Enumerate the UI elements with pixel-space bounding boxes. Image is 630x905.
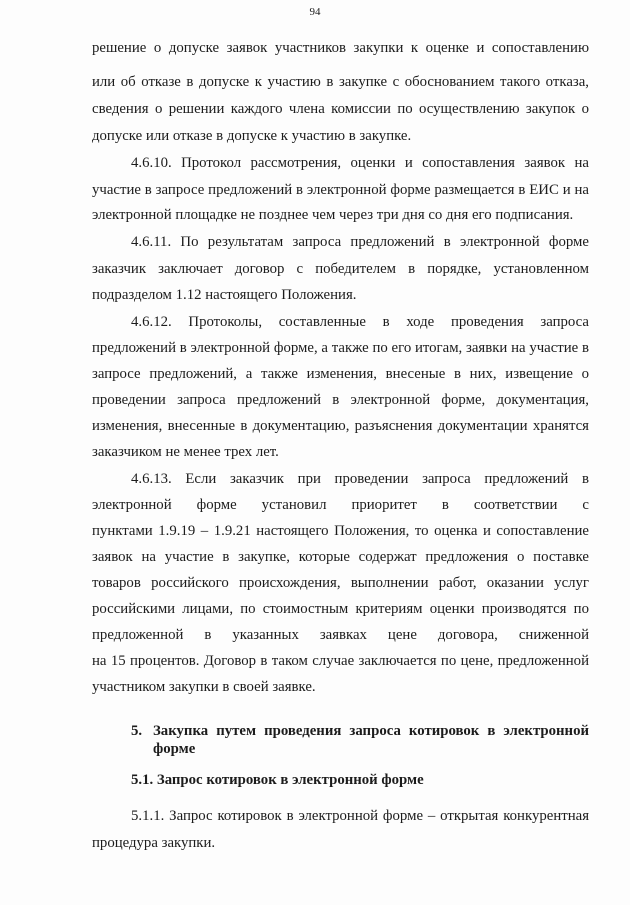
text-line: запросе предложений, а также изменения, внесеные в них, извещение о [92, 366, 589, 382]
text-line: участие в запросе предложений в электронной форме размещается в ЕИС и на [92, 182, 589, 198]
text-line: заявок на участие в закупке, которые содержат предложения о поставке [92, 549, 589, 565]
text-line: допуске или отказе в допуске к участию в закупке. [92, 128, 412, 144]
text-line: участником закупки в своей заявке. [92, 679, 316, 695]
text-line: предложенной в указанных заявках цене договора, сниженной [92, 627, 589, 643]
text-line: подразделом 1.12 настоящего Положения. [92, 287, 357, 303]
text-line: предложений в электронной форме, а также по его итогам, заявки на участие в [92, 340, 589, 356]
text-line: 5.1.1. Запрос котировок в электронной форме – открытая конкурентная [131, 808, 589, 824]
text-line: 4.6.13. Если заказчик при проведении запроса предложений в [131, 471, 589, 487]
text-line: электронной площадке не позднее чем через три дня со дня его подписания. [92, 207, 574, 223]
subsection-title: 5.1. Запрос котировок в электронной форме [131, 772, 424, 788]
text-line: на 15 процентов. Договор в таком случае заключается по цене, предложенной [92, 653, 589, 669]
text-line: пунктами 1.9.19 – 1.9.21 настоящего Положения, то оценка и сопоставление [92, 523, 589, 539]
text-line: 4.6.12. Протоколы, составленные в ходе проведения запроса [131, 314, 589, 330]
page-number: 94 [309, 6, 321, 18]
text-line: сведения о решении каждого члена комиссии по осуществлению закупок о [92, 101, 589, 117]
text-line: или об отказе в допуске к участию в закупке с обоснованием такого отказа, [92, 74, 589, 90]
text-line: заказчиком не менее трех лет. [92, 444, 279, 460]
text-line: российскими лицами, по стоимостным критериям оценки производятся по [92, 601, 589, 617]
text-line: 4.6.11. По результатам запроса предложений в электронной форме [131, 234, 589, 250]
section-title-continuation: форме [153, 741, 196, 757]
text-line: электронной форме установил приоритет в соответствии с [92, 497, 589, 513]
section-title: Закупка путем проведения запроса котировок в электронной [153, 723, 589, 739]
text-line: 4.6.10. Протокол рассмотрения, оценки и сопоставления заявок на [131, 155, 589, 171]
text-line: изменения, внесенные в документацию, разъяснения документации хранятся [92, 418, 589, 434]
text-line: товаров российского происхождения, выполнении работ, оказании услуг [92, 575, 589, 591]
text-line: заказчик заключает договор с победителем в порядке, установленном [92, 261, 589, 277]
text-line: решение о допуске заявок участников закупки к оценке и сопоставлению [92, 40, 589, 56]
text-line: процедура закупки. [92, 835, 216, 851]
section-number: 5. [131, 723, 143, 739]
text-line: проведении запроса предложений в электронной форме, документация, [92, 392, 589, 408]
